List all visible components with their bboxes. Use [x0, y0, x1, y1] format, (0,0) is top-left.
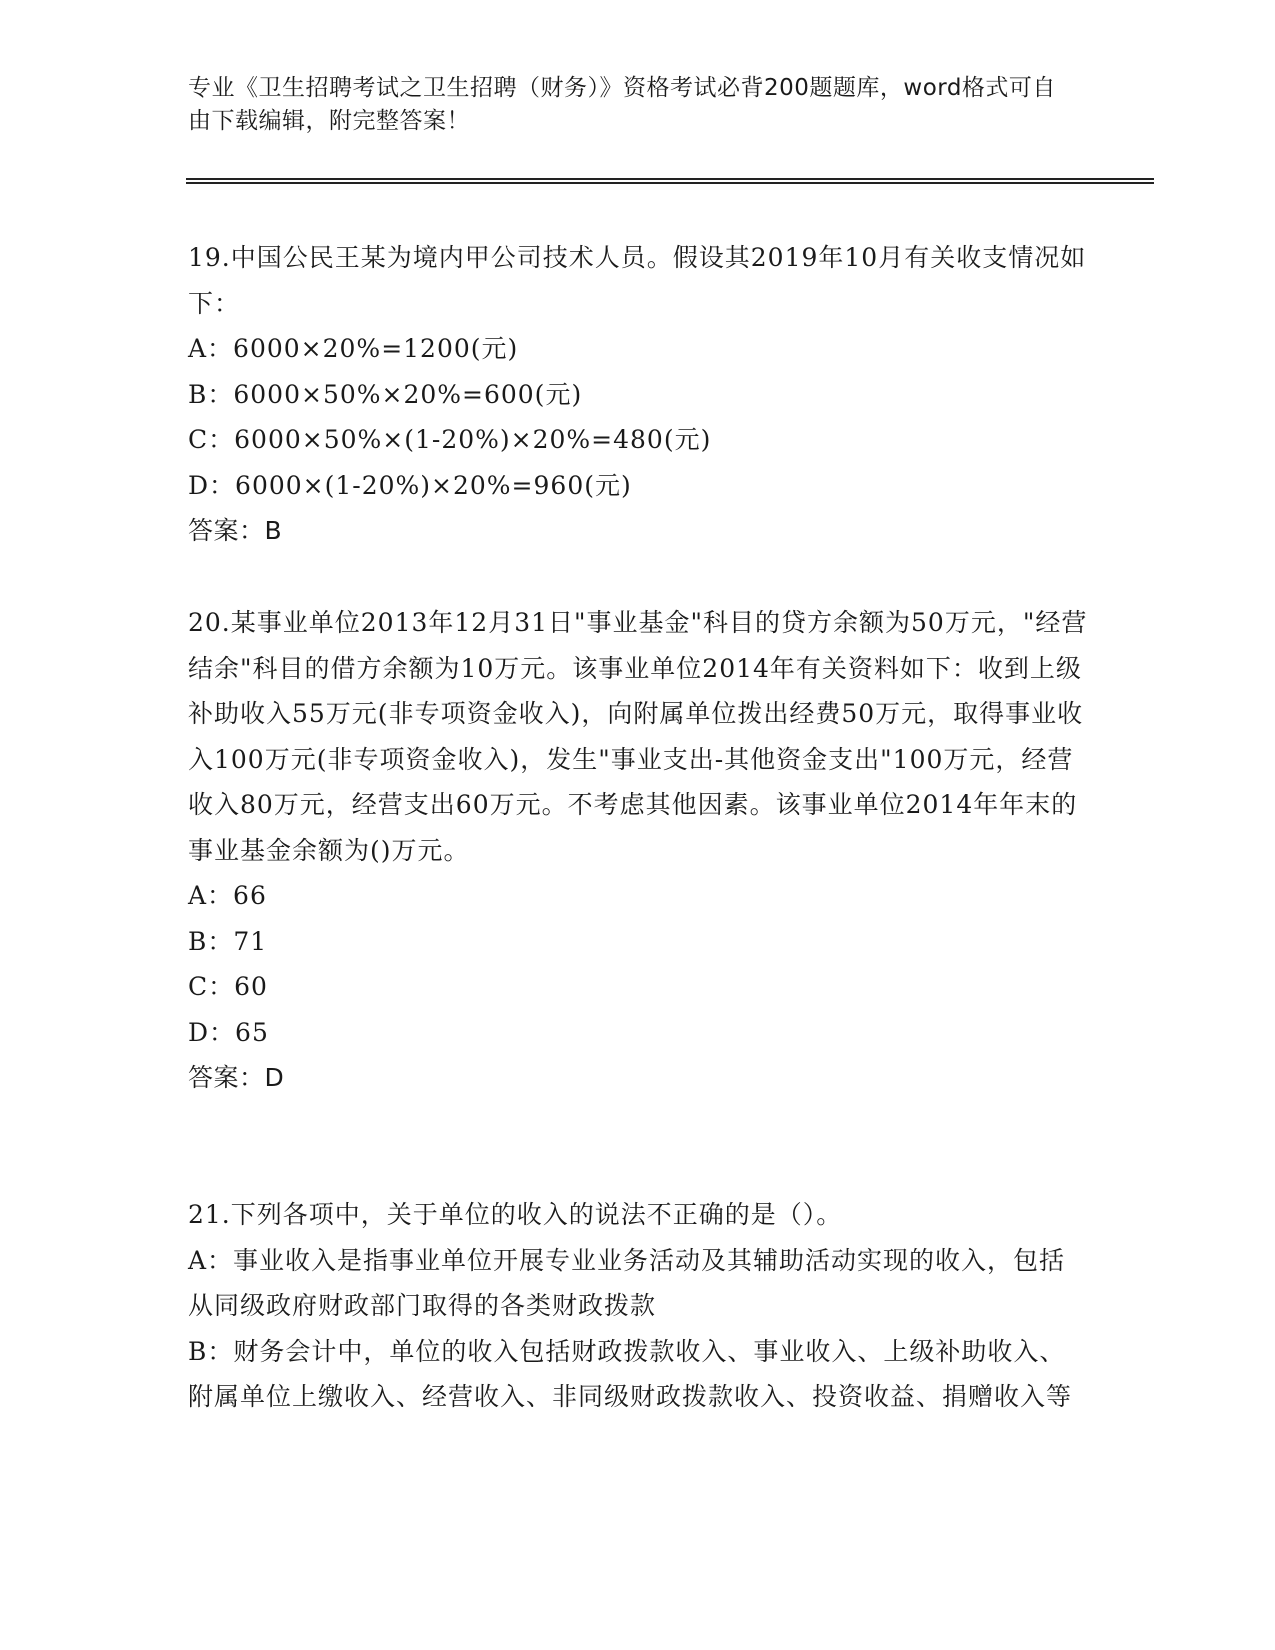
option-b: B：财务会计中，单位的收入包括财政拨款收入、事业收入、上级补助收入、附属单位上缴收入、经营收入、非同级财政拨款收入、投资收益、捐赠收入等 [188, 1336, 1073, 1411]
document-header: 专业《卫生招聘考试之卫生招聘（财务）》资格考试必背200题题库，word格式可自由下载编辑，附完整答案！ [188, 75, 1056, 134]
answer-label: 答案：D [188, 1063, 285, 1092]
option-a: A：事业收入是指事业单位开展专业业务活动及其辅助活动实现的收入，包括从同级政府财政部门取得的各类财政拨款 [188, 1245, 1066, 1320]
option-b: B：71 [188, 926, 268, 956]
question-text: 19.中国公民王某为境内甲公司技术人员。假设其2019年10月有关收支情况如下： [188, 243, 1087, 318]
option-a: A：66 [188, 881, 267, 910]
option-b: B：6000×50%×20%=600(元) [188, 379, 583, 409]
option-a: A：6000×20%=1200(元) [188, 334, 519, 363]
question-text: 20.某事业单位2013年12月31日"事业基金"科目的贷方余额为50万元，"经营结余"科目的借方余额为10万元。该事业单位2014年有关资料如下：收到上级补助收入55万元(非专项资金收入)，向附属单位拨出经费50万元，取得事业收入100万元(非专项资金收入)，发生"事业支出-其他资金支出"100万元，经营收入80万元，经营支出60万元。不考虑其他因素。该事业单位2014年年末的事业基金余额为()万元。 [188, 608, 1088, 865]
option-d: D：65 [188, 1017, 269, 1047]
option-c: C：6000×50%×(1-20%)×20%=480(元) [188, 425, 712, 454]
question-block-20 [188, 600, 1088, 1100]
header-divider-bottom [186, 182, 1154, 184]
option-d: D：6000×(1-20%)×20%=960(元) [188, 470, 632, 500]
answer-label: 答案：B [188, 516, 283, 545]
question-block-21 [188, 1192, 1088, 1420]
question-block-19 [188, 235, 1088, 553]
option-c: C：60 [188, 972, 268, 1001]
question-text: 21.下列各项中，关于单位的收入的说法不正确的是（）。 [188, 1200, 843, 1229]
header-divider-top [186, 178, 1154, 180]
